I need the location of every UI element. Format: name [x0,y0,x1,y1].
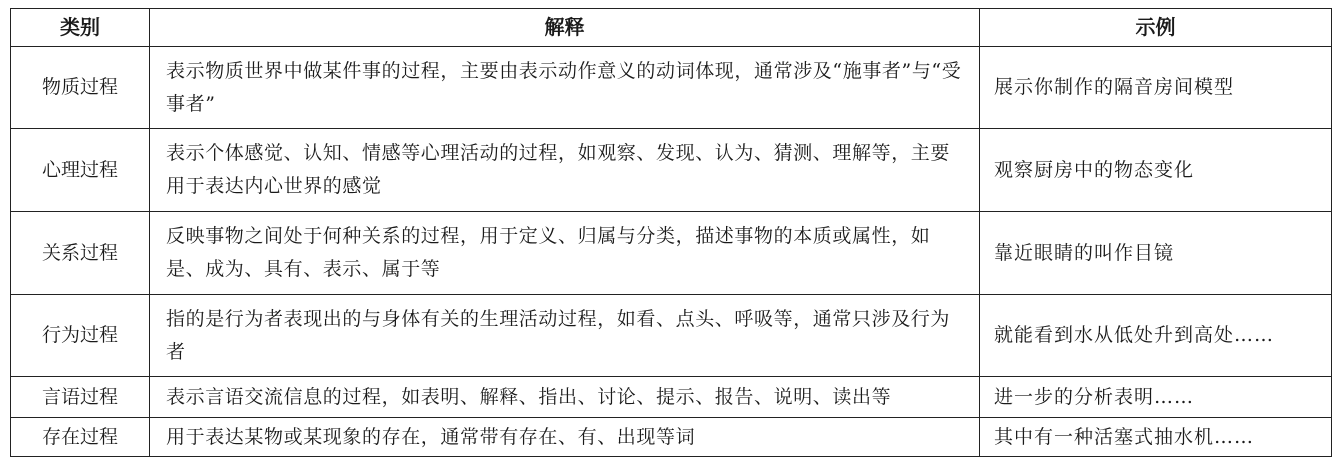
explanation-cell: 表示个体感觉、认知、情感等心理活动的过程，如观察、发现、认为、猜测、理解等，主要用于表达内心世界的感觉 [150,129,980,212]
table-row [11,418,1332,457]
explanation-cell: 反映事物之间处于何种关系的过程，用于定义、归属与分类，描述事物的本质或属性，如是、成为、具有、表示、属于等 [150,212,980,295]
table-row [11,47,1332,129]
explanation-cell: 表示言语交流信息的过程，如表明、解释、指出、讨论、提示、报告、说明、读出等 [150,377,980,418]
process-types-table [10,8,1332,457]
table-row [11,295,1332,377]
table-row [11,212,1332,295]
category-cell: 关系过程 [11,212,150,295]
example-cell: 进一步的分析表明…… [980,377,1332,418]
category-cell: 心理过程 [11,129,150,212]
explanation-cell: 表示物质世界中做某件事的过程，主要由表示动作意义的动词体现，通常涉及“施事者”与“受事者” [150,47,980,129]
category-cell: 物质过程 [11,47,150,129]
category-cell: 言语过程 [11,377,150,418]
explanation-cell: 用于表达某物或某现象的存在，通常带有存在、有、出现等词 [150,418,980,457]
category-cell: 存在过程 [11,418,150,457]
example-cell: 展示你制作的隔音房间模型 [980,47,1332,129]
header-example: 示例 [980,9,1332,47]
table-row [11,129,1332,212]
table-header-row [11,9,1332,47]
table-row [11,377,1332,418]
explanation-cell: 指的是行为者表现出的与身体有关的生理活动过程，如看、点头、呼吸等，通常只涉及行为者 [150,295,980,377]
example-cell: 其中有一种活塞式抽水机…… [980,418,1332,457]
header-category: 类别 [11,9,150,47]
category-cell: 行为过程 [11,295,150,377]
example-cell: 观察厨房中的物态变化 [980,129,1332,212]
example-cell: 靠近眼睛的叫作目镜 [980,212,1332,295]
header-explanation: 解释 [150,9,980,47]
example-cell: 就能看到水从低处升到高处…… [980,295,1332,377]
